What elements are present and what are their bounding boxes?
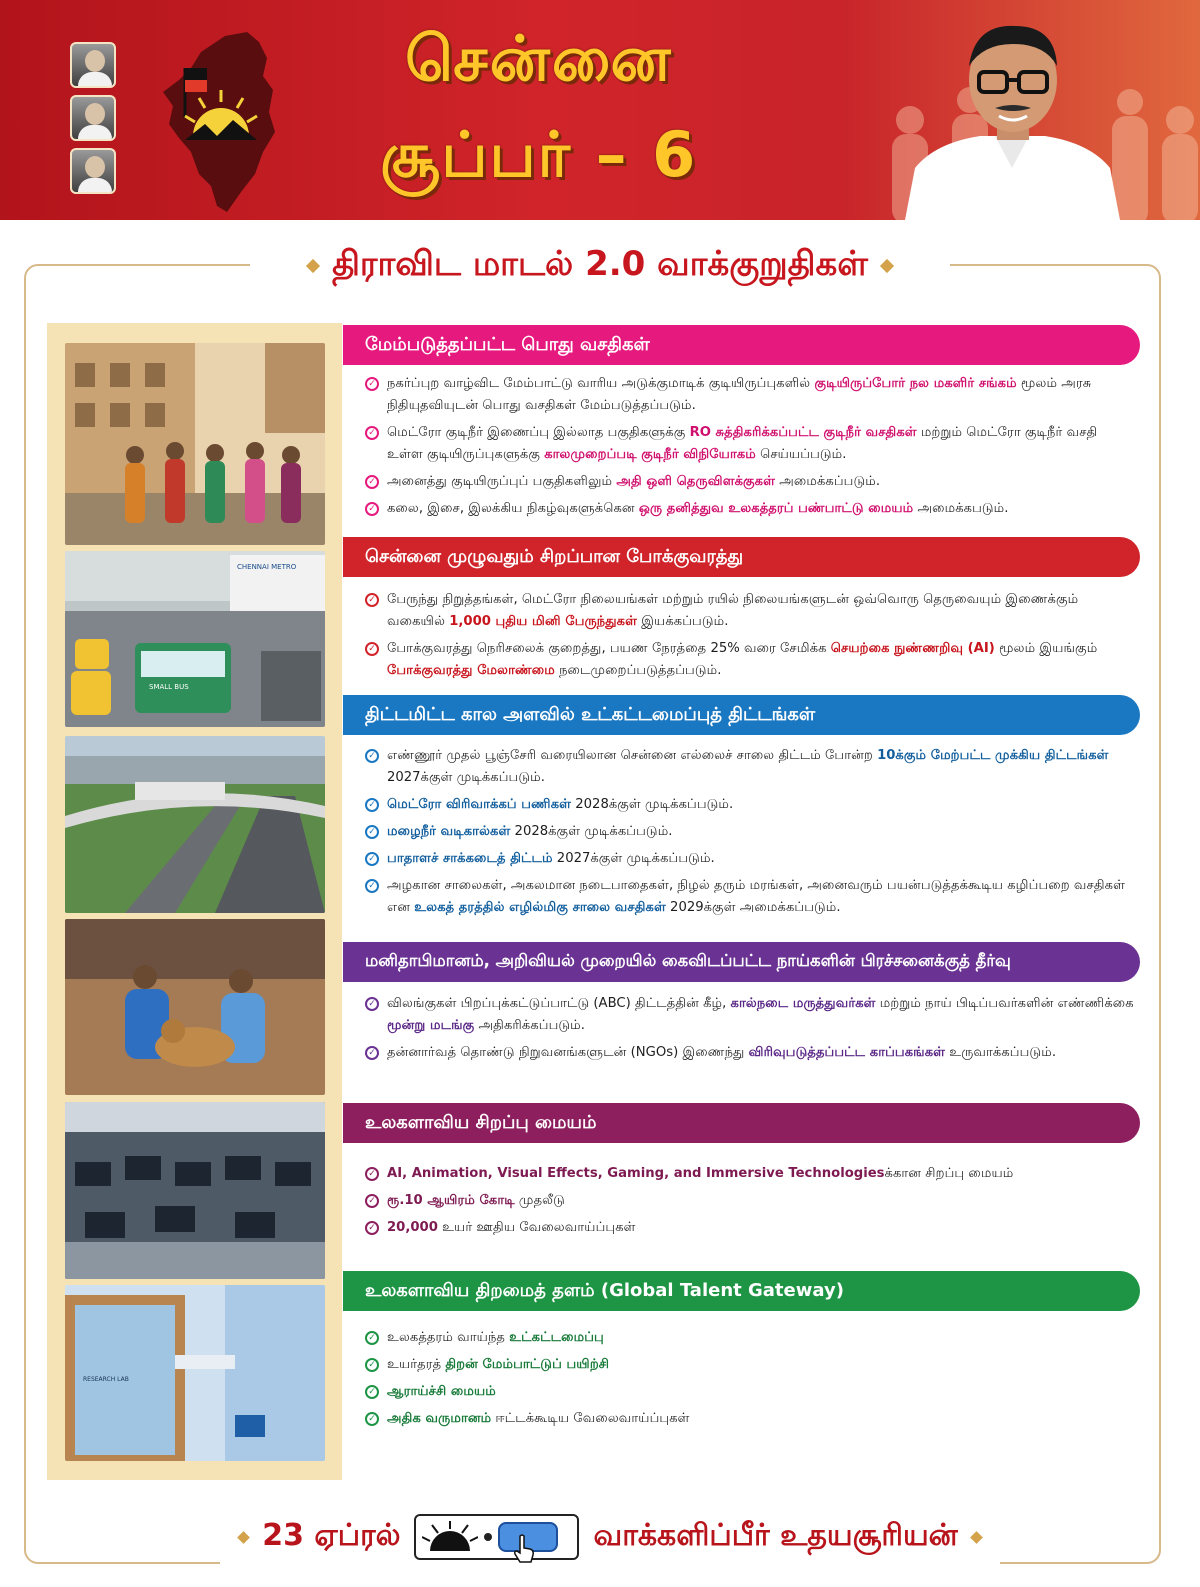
highlighted-text: 1,000 புதிய மினி பேருந்துகள் bbox=[449, 614, 638, 629]
bullet-item bbox=[365, 993, 1135, 1037]
bullet-text: மெட்ரோ குடிநீர் இணைப்பு இல்லாத பகுதிகளுக்கு bbox=[387, 425, 690, 440]
bullet-item bbox=[365, 1381, 1135, 1403]
bus-sign: SMALL BUS bbox=[149, 683, 189, 691]
metro-sign: CHENNAI METRO bbox=[237, 563, 297, 571]
bullet-text: நடைமுறைப்படுத்தப்படும். bbox=[554, 663, 722, 678]
bullet-text: 2028க்குள் முடிக்கப்படும். bbox=[510, 824, 673, 839]
bullet-item bbox=[365, 1354, 1135, 1376]
section-title-talent-gateway: உலகளாவிய திறமைத் தளம் (Global Talent Gateway) bbox=[343, 1271, 1140, 1311]
highlighted-text: மழைநீர் வடிகால்கள் bbox=[387, 824, 511, 839]
highlighted-text: போக்குவரத்து மேலாண்மை bbox=[387, 663, 555, 678]
bullet-item bbox=[365, 589, 1135, 633]
check-circle-icon: ✓ bbox=[365, 1221, 379, 1235]
leader-photo-3 bbox=[70, 148, 116, 194]
bullet-text: அனைத்து குடியிருப்புப் பகுதிகளிலும் bbox=[387, 474, 617, 489]
bullet-item bbox=[365, 1217, 1135, 1239]
rising-sun-icon bbox=[422, 1521, 478, 1553]
bullet-item bbox=[365, 1327, 1135, 1349]
title-chennai: சென்னை bbox=[405, 22, 673, 95]
highlighted-text: உட்கட்டமைப்பு bbox=[509, 1330, 604, 1345]
highlighted-text: உலகத் தரத்தில் எழில்மிகு சாலை வசதிகள் bbox=[414, 900, 666, 915]
section-list-stray-dogs bbox=[365, 993, 1135, 1069]
bullet-item bbox=[365, 638, 1135, 682]
highlighted-text: அதி ஒளி தெருவிளக்குகள் bbox=[616, 474, 776, 489]
bullet-text: கலை, இசை, இலக்கிய நிகழ்வுகளுக்கென bbox=[387, 501, 639, 516]
ornament-icon bbox=[237, 1531, 250, 1544]
evm-ballot-icon bbox=[414, 1514, 579, 1560]
bullet-text: இயக்கப்படும். bbox=[637, 614, 729, 629]
subtitle-banner bbox=[250, 244, 950, 288]
header-banner bbox=[0, 0, 1200, 220]
ornament-icon bbox=[880, 259, 894, 273]
highlighted-text: அதிக வருமானம் bbox=[387, 1411, 492, 1426]
bullet-item bbox=[365, 1163, 1135, 1185]
highlighted-text: ஆராய்ச்சி மையம் bbox=[387, 1384, 496, 1399]
footer bbox=[220, 1508, 1000, 1566]
highlighted-text: ரூ.10 ஆயிரம் கோடி bbox=[387, 1193, 515, 1208]
highlighted-text: RO சுத்திகரிக்கப்பட்ட குடிநீர் வசதிகள் bbox=[689, 425, 917, 440]
section-list-public-facilities bbox=[365, 373, 1135, 525]
bullet-text: அழகான சாலைகள், அகலமான நடைபாதைகள், நிழல் தரும் மரங்கள், அனைவரும் பயன்படுத்தக்கூடிய கழிப்பறை வசதிகள் என bbox=[387, 878, 1125, 915]
check-circle-icon: ✓ bbox=[365, 1331, 379, 1345]
check-circle-icon: ✓ bbox=[365, 593, 379, 607]
check-circle-icon: ✓ bbox=[365, 852, 379, 866]
highlighted-text: மெட்ரோ விரிவாக்கப் பணிகள் bbox=[387, 797, 572, 812]
check-circle-icon: ✓ bbox=[365, 1412, 379, 1426]
check-circle-icon: ✓ bbox=[365, 502, 379, 516]
leader-photo-2 bbox=[70, 95, 116, 141]
photo-dog-care bbox=[65, 919, 325, 1095]
bullet-text: போக்குவரத்து நெரிசலைக் குறைத்து, பயண நேரத்தை 25% வரை சேமிக்க bbox=[387, 641, 831, 656]
check-circle-icon: ✓ bbox=[365, 426, 379, 440]
highlighted-text: காலமுறைப்படி குடிநீர் விநியோகம் bbox=[544, 447, 756, 462]
leader-portrait bbox=[905, 18, 1120, 220]
highlighted-text: 10க்கும் மேற்பட்ட முக்கிய திட்டங்கள் bbox=[877, 748, 1109, 763]
bullet-text: பேருந்து நிறுத்தங்கள், மெட்ரோ நிலையங்கள் மற்றும் ரயில் நிலையங்களுடன் ஒவ்வொரு தெருவையும் இணைக்கும் வகையில் bbox=[387, 592, 1079, 629]
bullet-text: மூலம் அரசு நிதியுதவியுடன் பொது வசதிகள் மேம்படுத்தப்படும். bbox=[387, 376, 1092, 413]
section-title-transport: சென்னை முழுவதும் சிறப்பான போக்குவரத்து bbox=[343, 537, 1140, 577]
bullet-item bbox=[365, 1190, 1135, 1212]
highlighted-text: கால்நடை மருத்துவர்கள் bbox=[730, 996, 876, 1011]
highlighted-text: பாதாளச் சாக்கடைத் திட்டம் bbox=[387, 851, 553, 866]
bullet-text: செய்யப்படும். bbox=[755, 447, 847, 462]
check-circle-icon: ✓ bbox=[365, 1385, 379, 1399]
bullet-item bbox=[365, 471, 1135, 493]
bullet-item bbox=[365, 875, 1135, 919]
bullet-text: அதிகரிக்கப்படும். bbox=[474, 1018, 585, 1033]
bullet-text: 2027க்குள் முடிக்கப்படும். bbox=[552, 851, 715, 866]
highlighted-text: மூன்று மடங்கு bbox=[387, 1018, 475, 1033]
highlighted-text: விரிவுபடுத்தப்பட்ட காப்பகங்கள் bbox=[748, 1045, 946, 1060]
section-title-stray-dogs: மனிதாபிமானம், அறிவியல் முறையில் கைவிடப்பட்ட நாய்களின் பிரச்சனைக்குத் தீர்வு bbox=[343, 942, 1140, 982]
research-lab-sign: RESEARCH LAB bbox=[83, 1376, 129, 1383]
photo-bus-metro bbox=[65, 551, 325, 727]
bullet-item bbox=[365, 821, 1135, 843]
leader-photo-1 bbox=[70, 42, 116, 88]
bullet-text: உயர் ஊதிய வேலைவாய்ப்புகள் bbox=[437, 1220, 636, 1235]
bullet-text: உயர்தரத் bbox=[387, 1357, 446, 1372]
vote-slogan: வாக்களிப்பீர் உதயசூரியன் bbox=[593, 1517, 958, 1553]
check-circle-icon: ✓ bbox=[365, 475, 379, 489]
bullet-text: மற்றும் நாய் பிடிப்பவர்களின் எண்ணிக்கை bbox=[875, 996, 1134, 1011]
bullet-text: விலங்குகள் பிறப்புக்கட்டுப்பாட்டு (ABC) திட்டத்தின் கீழ், bbox=[387, 996, 731, 1011]
check-circle-icon: ✓ bbox=[365, 997, 379, 1011]
bullet-item bbox=[365, 498, 1135, 520]
bullet-text: 2028க்குள் முடிக்கப்படும். bbox=[571, 797, 734, 812]
hand-cursor-icon bbox=[512, 1534, 536, 1564]
check-circle-icon: ✓ bbox=[365, 879, 379, 893]
bullet-text: முதலீடு bbox=[514, 1193, 565, 1208]
bullet-text: ஈட்டக்கூடிய வேலைவாய்ப்புகள் bbox=[491, 1411, 690, 1426]
check-circle-icon: ✓ bbox=[365, 749, 379, 763]
check-circle-icon: ✓ bbox=[365, 825, 379, 839]
bullet-text: க்கான சிறப்பு மையம் bbox=[884, 1166, 1014, 1181]
bullet-text: மூலம் இயங்கும் bbox=[994, 641, 1098, 656]
bullet-item bbox=[365, 373, 1135, 417]
highlighted-text: ஒரு தனித்துவ உலகத்தரப் பண்பாட்டு மையம் bbox=[638, 501, 914, 516]
ornament-icon bbox=[306, 259, 320, 273]
ornament-icon bbox=[970, 1531, 983, 1544]
section-list-talent-gateway bbox=[365, 1327, 1135, 1435]
check-circle-icon: ✓ bbox=[365, 1358, 379, 1372]
bullet-text: தன்னார்வத் தொண்டு நிறுவனங்களுடன் (NGOs) இணைந்து bbox=[387, 1045, 749, 1060]
bullet-text: 2027க்குள் முடிக்கப்படும். bbox=[387, 770, 545, 785]
check-circle-icon: ✓ bbox=[365, 1194, 379, 1208]
bullet-item bbox=[365, 794, 1135, 816]
section-title-excellence-center: உலகளாவிய சிறப்பு மையம் bbox=[343, 1103, 1140, 1143]
election-date: 23 ஏப்ரல் bbox=[262, 1517, 401, 1553]
photo-residents bbox=[65, 343, 325, 545]
highlighted-text: திறன் மேம்பாட்டுப் பயிற்சி bbox=[445, 1357, 610, 1372]
section-list-infrastructure bbox=[365, 745, 1135, 924]
section-title-infrastructure: திட்டமிட்ட கால அளவில் உட்கட்டமைப்புத் திட்டங்கள் bbox=[343, 695, 1140, 735]
highlighted-text: குடியிருப்போர் நல மகளிர் சங்கம் bbox=[814, 376, 1017, 391]
check-circle-icon: ✓ bbox=[365, 1167, 379, 1181]
title-super-6: சூப்பர் – 6 bbox=[380, 118, 698, 191]
section-list-transport bbox=[365, 589, 1135, 687]
check-circle-icon: ✓ bbox=[365, 1046, 379, 1060]
check-circle-icon: ✓ bbox=[365, 377, 379, 391]
bullet-item bbox=[365, 422, 1135, 466]
bullet-item bbox=[365, 745, 1135, 789]
bullet-text: எண்ணூர் முதல் பூஞ்சேரி வரையிலான சென்னை எல்லைச் சாலை திட்டம் போன்ற bbox=[387, 748, 878, 763]
evm-indicator-dot bbox=[484, 1533, 492, 1541]
bullet-text: அமைக்கப்படும். bbox=[775, 474, 881, 489]
photo-column bbox=[47, 323, 342, 1480]
photo-research-building bbox=[65, 1285, 325, 1461]
photo-flyover bbox=[65, 736, 325, 913]
highlighted-text: AI, Animation, Visual Effects, Gaming, and Immersive Technologies bbox=[387, 1166, 885, 1181]
bullet-text: உலகத்தரம் வாய்ந்த bbox=[387, 1330, 510, 1345]
highlighted-text: செயற்கை நுண்ணறிவு (AI) bbox=[830, 641, 995, 656]
bullet-text: அமைக்கபடும். bbox=[913, 501, 1009, 516]
check-circle-icon: ✓ bbox=[365, 642, 379, 656]
tamil-nadu-map-logo bbox=[155, 28, 295, 218]
photo-tech-center bbox=[65, 1102, 325, 1279]
bullet-text: மற்றும் மெட்ரோ குடிநீர் வசதி உள்ள குடியிருப்புகளுக்கு bbox=[387, 425, 1098, 462]
bullet-text: நகர்ப்புற வாழ்விட மேம்பாட்டு வாரிய அடுக்குமாடிக் குடியிருப்புகளில் bbox=[387, 376, 815, 391]
page-subtitle: திராவிட மாடல் 2.0 வாக்குறுதிகள் bbox=[332, 244, 868, 284]
bullet-text: 2029க்குள் அமைக்கப்படும். bbox=[665, 900, 841, 915]
section-title-public-facilities: மேம்படுத்தப்பட்ட பொது வசதிகள் bbox=[343, 325, 1140, 365]
bullet-item bbox=[365, 1042, 1135, 1064]
check-circle-icon: ✓ bbox=[365, 798, 379, 812]
bullet-item bbox=[365, 848, 1135, 870]
section-list-excellence-center bbox=[365, 1163, 1135, 1244]
highlighted-text: 20,000 bbox=[387, 1220, 438, 1235]
bullet-text: உருவாக்கப்படும். bbox=[945, 1045, 1057, 1060]
bullet-item bbox=[365, 1408, 1135, 1430]
